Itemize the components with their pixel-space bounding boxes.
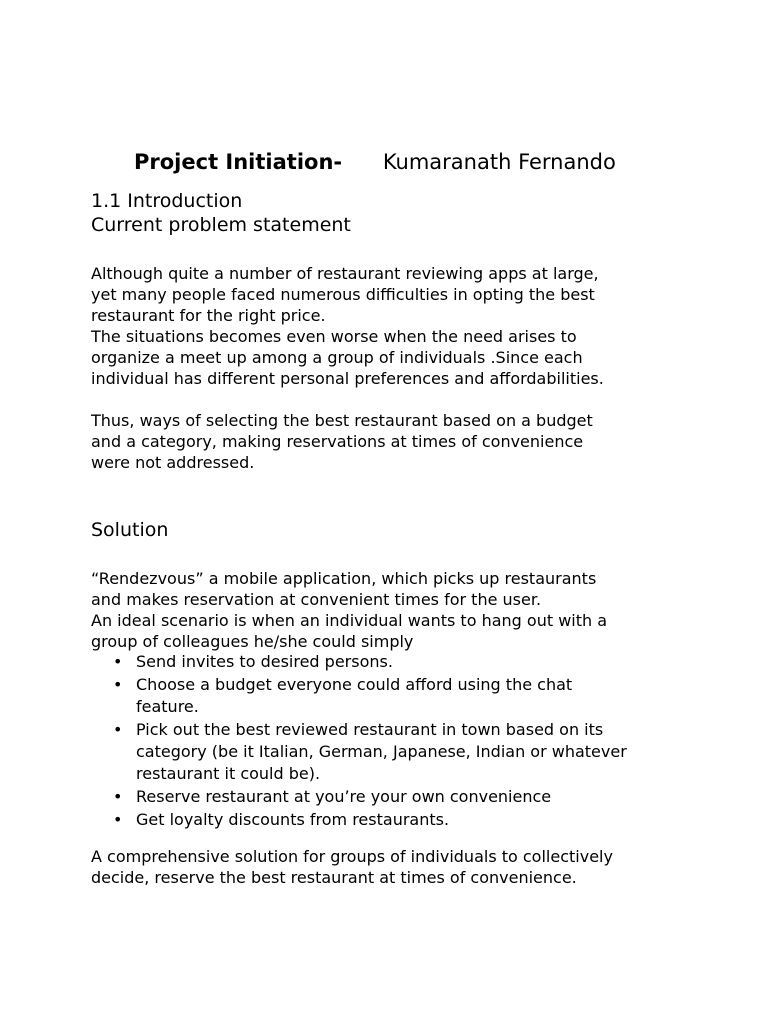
conclusion-paragraph — [91, 846, 691, 888]
heading-problem-statement: Current problem statement — [91, 214, 351, 236]
text-line: category (be it Italian, German, Japanese, Indian or whatever — [136, 742, 627, 761]
solution-paragraph — [91, 568, 691, 652]
text-line: restaurant it could be). — [136, 764, 321, 783]
heading-introduction: 1.1 Introduction — [91, 190, 243, 212]
text-line: individual has different personal preferences and affordabilities. — [91, 369, 604, 388]
text-line: Pick out the best reviewed restaurant in town based on its — [136, 720, 604, 739]
list-item — [91, 786, 711, 808]
text-line: “Rendezvous” a mobile application, which picks up restaurants — [91, 569, 597, 588]
bullet-icon: • — [113, 720, 123, 739]
text-line: were not addressed. — [91, 453, 255, 472]
title-label: Project Initiation- — [134, 150, 343, 174]
list-item — [91, 719, 711, 785]
page-title — [134, 147, 616, 177]
bullet-icon: • — [113, 787, 123, 806]
bullet-icon: • — [113, 810, 123, 829]
text-line: Although quite a number of restaurant reviewing apps at large, — [91, 264, 599, 283]
text-line: decide, reserve the best restaurant at times of convenience. — [91, 868, 577, 887]
text-line: An ideal scenario is when an individual wants to hang out with a — [91, 611, 608, 630]
text-line: Thus, ways of selecting the best restaurant based on a budget — [91, 411, 593, 430]
text-line: Send invites to desired persons. — [136, 652, 393, 671]
text-line: feature. — [136, 697, 199, 716]
problem-paragraph — [91, 263, 691, 389]
heading-solution: Solution — [91, 519, 169, 541]
text-line: and makes reservation at convenient times for the user. — [91, 590, 542, 609]
text-line: restaurant for the right price. — [91, 306, 326, 325]
text-line: A comprehensive solution for groups of individuals to collectively — [91, 847, 613, 866]
text-line: yet many people faced numerous difficulties in opting the best — [91, 285, 595, 304]
feature-list — [91, 651, 711, 832]
text-line: and a category, making reservations at times of convenience — [91, 432, 584, 451]
list-item — [91, 809, 711, 831]
text-line: Get loyalty discounts from restaurants. — [136, 810, 450, 829]
bullet-icon: • — [113, 675, 123, 694]
text-line: organize a meet up among a group of individuals .Since each — [91, 348, 583, 367]
bullet-icon: • — [113, 652, 123, 671]
text-line: group of colleagues he/she could simply — [91, 632, 414, 651]
list-item — [91, 674, 711, 718]
text-line: The situations becomes even worse when the need arises to — [91, 327, 577, 346]
author-name: Kumaranath Fernando — [382, 150, 616, 174]
section-heading-introduction — [91, 189, 691, 237]
problem-summary-paragraph — [91, 410, 691, 473]
list-item — [91, 651, 711, 673]
text-line: Reserve restaurant at you’re your own convenience — [136, 787, 552, 806]
text-line: Choose a budget everyone could afford using the chat — [136, 675, 573, 694]
